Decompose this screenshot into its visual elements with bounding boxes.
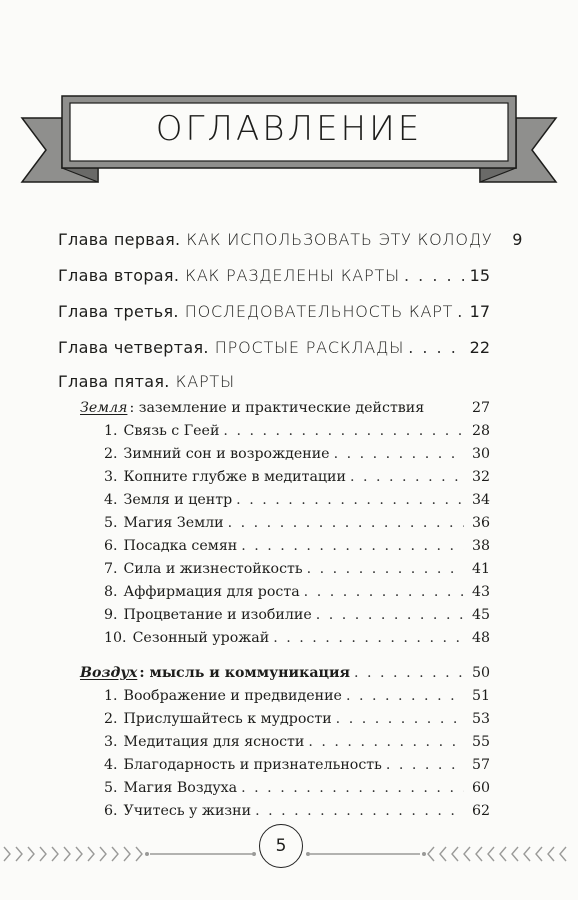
entry-page: 41: [471, 561, 490, 577]
chapter-page: 22: [469, 338, 490, 357]
entry-text: Процветание и изобилие: [123, 607, 312, 623]
dot-leader: [236, 492, 464, 508]
chevron-border-left: [4, 847, 252, 861]
chapter-title: КАК РАЗДЕЛЕНЫ КАРТЫ: [185, 266, 400, 285]
dot-leader: [336, 711, 464, 727]
section-page: 50: [471, 665, 490, 681]
dot-leader: [241, 538, 464, 554]
dot-leader: [307, 561, 464, 577]
page-number: 5: [259, 824, 303, 868]
toc-entry[interactable]: [104, 780, 490, 796]
entry-number: 5.: [104, 515, 118, 531]
chapter-row[interactable]: [58, 230, 523, 249]
entry-number: 2.: [104, 446, 118, 462]
dot-leader: [350, 469, 464, 485]
entry-number: 1.: [104, 423, 118, 439]
entry-text: Аффирмация для роста: [123, 584, 300, 600]
title-ribbon-banner: [0, 0, 578, 200]
dot-leader: [334, 446, 464, 462]
entry-page: 45: [471, 607, 490, 623]
toc-entry[interactable]: [104, 584, 490, 600]
entry-number: 3.: [104, 469, 118, 485]
toc-entry[interactable]: [104, 803, 490, 819]
entry-text: Сезонный урожай: [132, 630, 270, 646]
entry-text: Зимний сон и возрождение: [123, 446, 330, 462]
entry-number: 6.: [104, 538, 118, 554]
chapter-title: ПРОСТЫЕ РАСКЛАДЫ: [214, 338, 405, 357]
toc-entry[interactable]: [104, 492, 490, 508]
entry-page: 28: [471, 423, 490, 439]
dot-leader: [457, 302, 464, 321]
dot-leader: [404, 266, 464, 285]
chapter-label: Глава четвертая.: [58, 338, 209, 357]
entry-text: Связь с Геей: [123, 423, 220, 439]
chapter-label: Глава вторая.: [58, 266, 180, 285]
toc-entry[interactable]: [104, 630, 490, 646]
chapter-title: КАРТЫ: [175, 372, 235, 391]
entry-number: 6.: [104, 803, 118, 819]
chapter-page: 9: [512, 230, 523, 249]
entry-text: Магия Земли: [123, 515, 224, 531]
dot-leader: [316, 607, 464, 623]
toc-entry[interactable]: [104, 469, 490, 485]
chapter-page: 17: [469, 302, 490, 321]
entry-number: 7.: [104, 561, 118, 577]
entry-number: 5.: [104, 780, 118, 796]
entry-text: Воображение и предвидение: [123, 688, 342, 704]
toc-entry[interactable]: [104, 607, 490, 623]
page-title: ОГЛАВЛЕНИЕ: [155, 109, 423, 149]
section-name: Земля: [80, 400, 128, 416]
toc-entry[interactable]: [104, 757, 490, 773]
dot-leader: [304, 584, 464, 600]
entry-page: 32: [471, 469, 490, 485]
section-subtitle: : заземление и практические действия: [129, 400, 425, 416]
section-name: Воздух: [80, 665, 138, 681]
entry-page: 30: [471, 446, 490, 462]
entry-text: Учитесь у жизни: [123, 803, 252, 819]
chapter-title: КАК ИСПОЛЬЗОВАТЬ ЭТУ КОЛОДУ: [186, 230, 493, 249]
entry-number: 4.: [104, 492, 118, 508]
chapter-row[interactable]: [58, 372, 358, 391]
dot-leader: [386, 757, 464, 773]
entry-page: 57: [471, 757, 490, 773]
toc-entry[interactable]: [104, 688, 490, 704]
entry-page: 48: [471, 630, 490, 646]
chapter-label: Глава третья.: [58, 302, 179, 321]
entry-text: Благодарность и признательность: [123, 757, 382, 773]
dot-leader: [346, 688, 464, 704]
toc-entry[interactable]: [104, 446, 490, 462]
chapter-label: Глава первая.: [58, 230, 181, 249]
entry-number: 4.: [104, 757, 118, 773]
dot-leader: [408, 338, 464, 357]
entry-number: 9.: [104, 607, 118, 623]
entry-page: 60: [471, 780, 490, 796]
entry-page: 51: [471, 688, 490, 704]
dot-leader: [241, 780, 464, 796]
entry-page: 62: [471, 803, 490, 819]
entry-text: Медитация для ясности: [123, 734, 305, 750]
chapter-row[interactable]: [58, 302, 490, 321]
section-subtitle: : мысль и коммуникация: [139, 665, 350, 681]
section-page: 27: [471, 400, 490, 416]
dot-leader: [255, 803, 464, 819]
entry-number: 1.: [104, 688, 118, 704]
entry-text: Сила и жизнестойкость: [123, 561, 303, 577]
entry-number: 2.: [104, 711, 118, 727]
dot-leader: [228, 515, 464, 531]
entry-text: Посадка семян: [123, 538, 238, 554]
chapter-page: 15: [469, 266, 490, 285]
chapter-row[interactable]: [58, 266, 490, 285]
entry-number: 3.: [104, 734, 118, 750]
toc-entry[interactable]: [104, 734, 490, 750]
entry-number: 8.: [104, 584, 118, 600]
toc-entry[interactable]: [104, 711, 490, 727]
section-heading-earth[interactable]: [80, 400, 490, 416]
entry-text: Магия Воздуха: [123, 780, 238, 796]
entry-page: 53: [471, 711, 490, 727]
entry-text: Земля и центр: [123, 492, 233, 508]
entry-text: Прислушайтесь к мудрости: [123, 711, 332, 727]
chapter-title: ПОСЛЕДОВАТЕЛЬНОСТЬ КАРТ: [184, 302, 454, 321]
section-heading-air[interactable]: [80, 665, 490, 681]
entry-number: 10.: [104, 630, 127, 646]
toc-entry[interactable]: [104, 515, 490, 531]
entry-page: 34: [471, 492, 490, 508]
chapter-row[interactable]: [58, 338, 490, 357]
dot-leader: [354, 665, 464, 681]
dot-leader: [273, 630, 464, 646]
chapter-label: Глава пятая.: [58, 372, 170, 391]
entry-page: 38: [471, 538, 490, 554]
chevron-border-right: [310, 847, 566, 861]
dot-leader: [223, 423, 464, 439]
toc-entry[interactable]: [104, 423, 490, 439]
entry-page: 43: [471, 584, 490, 600]
toc-entry[interactable]: [104, 538, 490, 554]
dot-leader: [308, 734, 464, 750]
entry-text: Копните глубже в медитации: [123, 469, 346, 485]
toc-entry[interactable]: [104, 561, 490, 577]
entry-page: 36: [471, 515, 490, 531]
entry-page: 55: [471, 734, 490, 750]
